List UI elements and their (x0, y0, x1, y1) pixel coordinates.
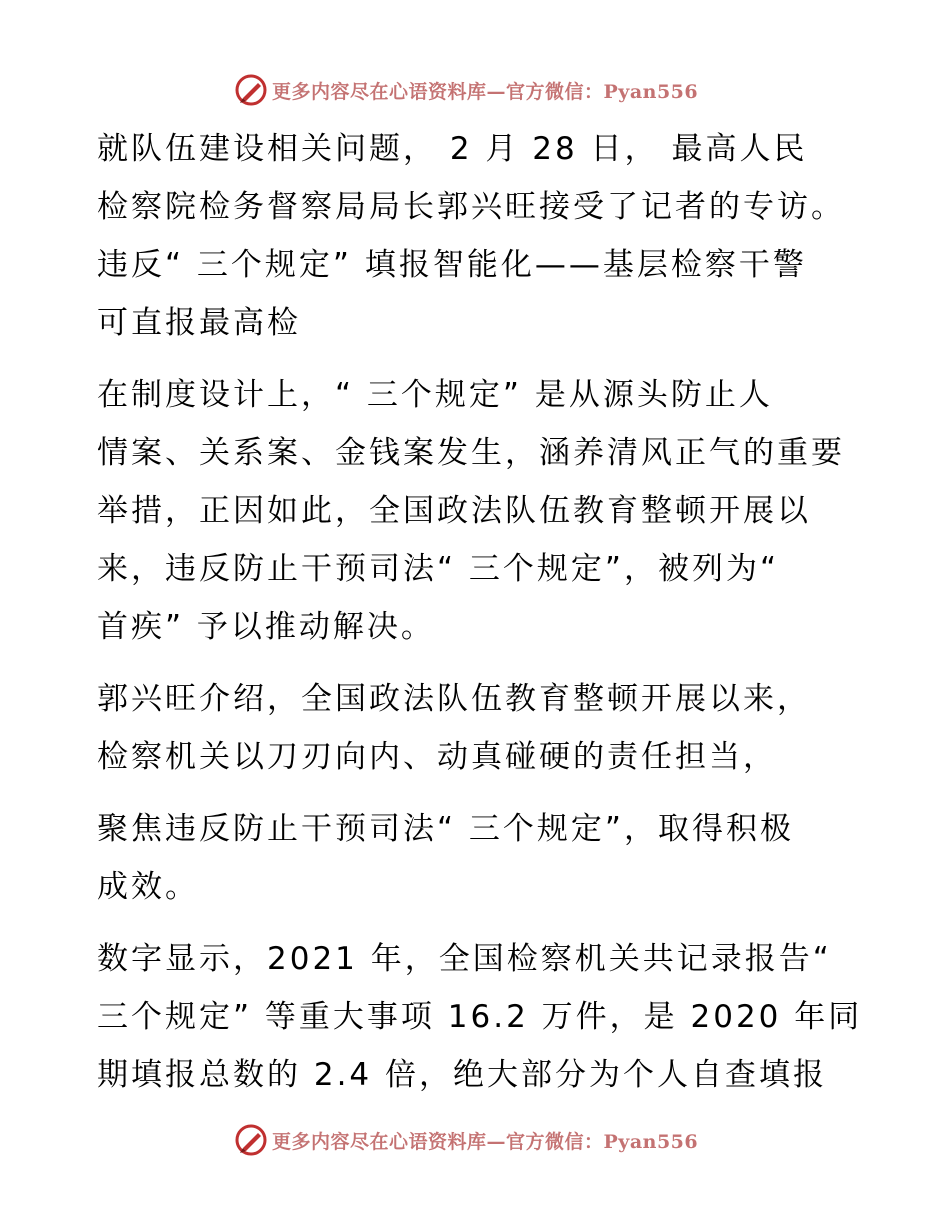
text-line: 在制度设计上，“ 三个规定” 是从源头防止人 (97, 377, 773, 413)
text-line: 郭兴旺介绍，全国政法队伍教育整顿开展以来， (97, 681, 811, 717)
text-line: 成效。 (97, 869, 199, 905)
paragraph-2 (97, 366, 857, 656)
document-body (97, 120, 863, 1104)
watermark-footer (234, 1122, 698, 1158)
watermark-text: 更多内容尽在心语资料库—官方微信：Pyan556 (272, 80, 699, 103)
watermark-text: 更多内容尽在心语资料库—官方微信：Pyan556 (272, 1130, 699, 1153)
paragraph-5 (97, 930, 863, 1104)
text-line: 首疾” 予以推动解决。 (97, 609, 435, 645)
text-line: 举措，正因如此，全国政法队伍教育整顿开展以 (97, 493, 811, 529)
paragraph-3 (97, 670, 857, 786)
text-line: 检察院检务督察局局长郭兴旺接受了记者的专访。 (97, 189, 845, 225)
text-line: 就队伍建设相关问题， 2 月 28 日， 最高人民 (97, 131, 808, 167)
pen-logo-icon (234, 1123, 268, 1157)
paragraph-1 (97, 120, 857, 352)
pen-logo-icon (234, 73, 268, 107)
text-line: 检察机关以刀刃向内、动真碰硬的责任担当， (97, 739, 777, 775)
text-line: 违反“ 三个规定” 填报智能化——基层检察干警 (97, 247, 807, 283)
text-line: 可直报最高检 (97, 305, 301, 341)
text-line: 数字显示，2021 年，全国检察机关共记录报告“ (97, 941, 832, 977)
text-line: 三个规定” 等重大事项 16.2 万件，是 2020 年同 (97, 999, 863, 1035)
text-line: 期填报总数的 2.4 倍，绝大部分为个人自查填报 (97, 1057, 828, 1093)
text-line: 来，违反防止干预司法“ 三个规定”，被列为“ (97, 551, 780, 587)
text-line: 情案、关系案、金钱案发生，涵养清风正气的重要 (97, 435, 845, 471)
text-line: 聚焦违反防止干预司法“ 三个规定”，取得积极 (97, 811, 794, 847)
paragraph-4 (97, 800, 857, 916)
watermark-header (234, 72, 698, 108)
